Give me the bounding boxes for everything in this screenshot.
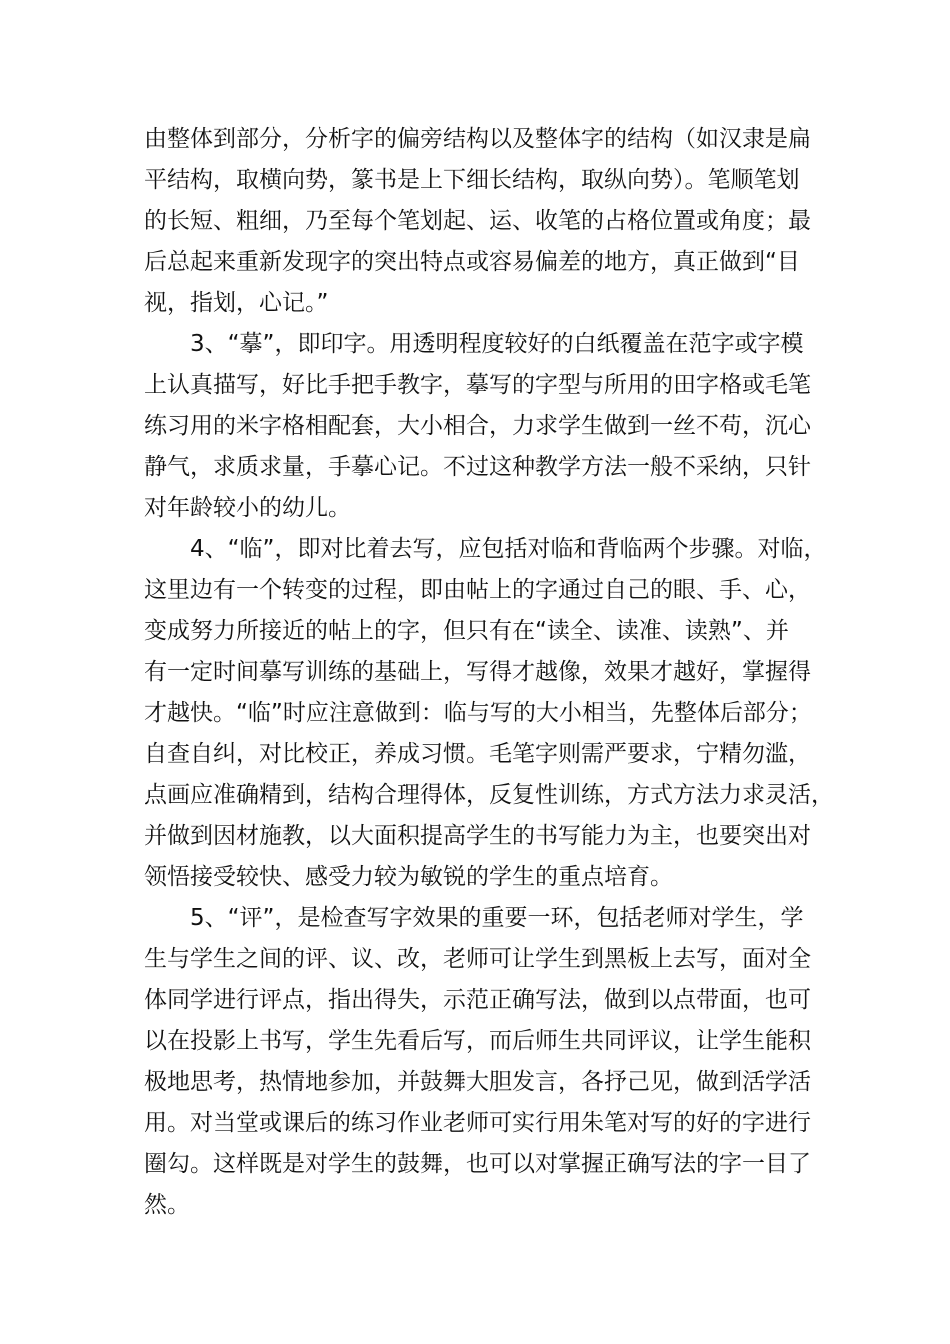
text-line: 以在投影上书写，学生先看后写，而后师生共同评议，让学生能积 — [144, 1028, 811, 1054]
paragraph-4-first-line: 4、“临”，即对比着去写，应包括对临和背临两个步骤。对临， — [190, 536, 827, 562]
text-line: 圈勾。这样既是对学生的鼓舞，也可以对掌握正确写法的字一目了 — [144, 1151, 811, 1177]
text-line: 然。 — [144, 1192, 190, 1218]
text-line: 点画应准确精到，结构合理得体，反复性训练，方式方法力求灵活， — [144, 782, 834, 808]
text-line: 视，指划，心记。” — [144, 290, 329, 316]
text-line: 领悟接受较快、感受力较为敏锐的学生的重点培育。 — [144, 864, 673, 890]
text-line: 变成努力所接近的帖上的字，但只有在“读全、读准、读熟”、并 — [144, 618, 789, 644]
text-line: 练习用的米字格相配套，大小相合，力求学生做到一丝不苟，沉心 — [144, 413, 811, 439]
text-line: 自查自纠，对比校正，养成习惯。毛笔字则需严要求，宁精勿滥， — [144, 741, 811, 767]
text-line: 上认真描写，好比手把手教字，摹写的字型与所用的田字格或毛笔 — [144, 372, 811, 398]
paragraph-3-first-line: 3、“摹”，即印字。用透明程度较好的白纸覆盖在范字或字模 — [190, 331, 804, 357]
text-line: 对年龄较小的幼儿。 — [144, 495, 351, 521]
text-line: 体同学进行评点，指出得失，示范正确写法，做到以点带面，也可 — [144, 987, 811, 1013]
text-line: 静气，求质求量，手摹心记。不过这种教学方法一般不采纳，只针 — [144, 454, 811, 480]
paragraph-5-first-line: 5、“评”，是检查写字效果的重要一环，包括老师对学生，学 — [190, 905, 804, 931]
text-line: 极地思考，热情地参加，并鼓舞大胆发言，各抒己见，做到活学活 — [144, 1069, 811, 1095]
text-line: 后总起来重新发现字的突出特点或容易偏差的地方，真正做到“目 — [144, 249, 800, 275]
text-line: 这里边有一个转变的过程，即由帖上的字通过自己的眼、手、心， — [144, 577, 811, 603]
text-line: 有一定时间摹写训练的基础上，写得才越像，效果才越好，掌握得 — [144, 659, 811, 685]
text-line: 并做到因材施教，以大面积提高学生的书写能力为主，也要突出对 — [144, 823, 811, 849]
text-line: 的长短、粗细，乃至每个笔划起、运、收笔的占格位置或角度；最 — [144, 208, 811, 234]
text-line: 生与学生之间的评、议、改，老师可让学生到黑板上去写，面对全 — [144, 946, 811, 972]
text-line: 才越快。“临”时应注意做到：临与写的大小相当，先整体后部分； — [144, 700, 812, 726]
text-line: 用。对当堂或课后的练习作业老师可实行用朱笔对写的好的字进行 — [144, 1110, 811, 1136]
text-line: 平结构，取横向势，篆书是上下细长结构，取纵向势）。笔顺笔划 — [144, 167, 800, 193]
text-line: 由整体到部分，分析字的偏旁结构以及整体字的结构（如汉隶是扁 — [144, 126, 811, 152]
